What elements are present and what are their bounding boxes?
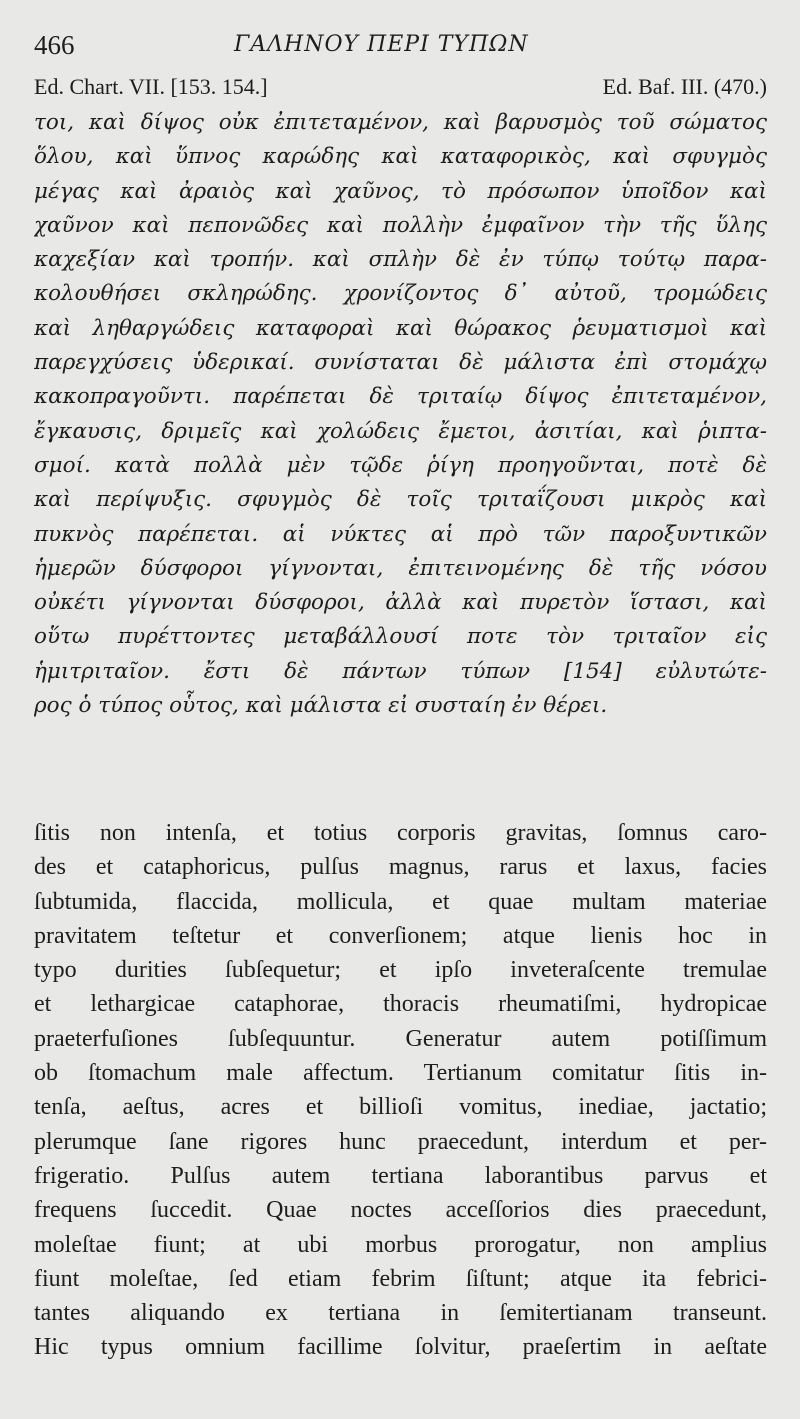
latin-line: frigeratio. Pulſus autem tertiana laborantibus parvus et bbox=[34, 1162, 767, 1189]
greek-line: ἡμερῶν δύσφοροι γίγνονται, ἐπιτεινομένης δὲ τῆς νόσου bbox=[34, 555, 767, 581]
greek-line: τοι, καὶ δίψος οὐκ ἐπιτεταμένον, καὶ βαρυσμὸς τοῦ σώματος bbox=[34, 110, 767, 135]
greek-line: καχεξίαν καὶ τροπήν. καὶ σπλὴν δὲ ἐν τύπῳ τούτῳ παρα- bbox=[34, 247, 767, 273]
latin-line: des et cataphoricus, pulſus magnus, rarus et laxus, facies bbox=[34, 854, 767, 881]
latin-line: pravitatem teſtetur et converſionem; atque lienis hoc in bbox=[34, 922, 767, 949]
greek-line: πυκνὸς παρέπεται. αἱ νύκτες αἱ πρὸ τῶν παροξυντικῶν bbox=[34, 521, 767, 547]
latin-line: fiunt moleſtae, ſed etiam febrim ſiſtunt; atque ita febrici- bbox=[34, 1265, 767, 1292]
greek-line: ὅλου, καὶ ὕπνος καρώδης καὶ καταφορικὸς, καὶ σφυγμὸς bbox=[34, 144, 767, 170]
greek-line: ἡμιτριταῖον. ἔστι δὲ πάντων τύπων [154] εὐλυτώτε- bbox=[34, 658, 767, 684]
page-header bbox=[34, 30, 770, 66]
greek-line: οὐκέτι γίγνονται δύσφοροι, ἀλλὰ καὶ πυρετὸν ἵστασι, καὶ bbox=[34, 590, 767, 616]
greek-line: μέγας καὶ ἀραιὸς καὶ χαῦνος, τὸ πρόσωπον ὑποῖδον καὶ bbox=[34, 178, 767, 204]
edition-basel-reference: Ed. Baf. III. (470.) bbox=[602, 74, 767, 99]
latin-line: frequens ſuccedit. Quae noctes acceſſorios dies praecedunt, bbox=[34, 1197, 767, 1224]
greek-line: χαῦνον καὶ πεπονῶδες καὶ πολλὴν ἐμφαῖνον τὴν τῆς ὕλης bbox=[34, 212, 767, 238]
latin-text-block bbox=[34, 816, 767, 1365]
greek-line: οὕτω πυρέττοντες μεταβάλλουσί ποτε τὸν τριταῖον εἰς bbox=[34, 624, 767, 650]
latin-line: ſitis non intenſa, et totius corporis gravitas, ſomnus caro- bbox=[34, 820, 767, 846]
latin-line: moleſtae fiunt; at ubi morbus prorogatur, non amplius bbox=[34, 1231, 767, 1258]
greek-line: ρος ὁ τύπος οὗτος, καὶ μάλιστα εἰ συσταίη ἐν θέρει. bbox=[34, 693, 608, 719]
latin-line: praeterfuſiones ſubſequuntur. Generatur autem potiſſimum bbox=[34, 1025, 767, 1052]
greek-line: κακοπραγοῦντι. παρέπεται δὲ τριταίῳ δίψος ἐπιτεταμένον, bbox=[34, 384, 767, 410]
latin-line: Hic typus omnium facillime ſolvitur, praeſertim in aeſtate bbox=[34, 1334, 767, 1361]
edition-chartier-reference: Ed. Chart. VII. [153. 154.] bbox=[34, 74, 268, 99]
greek-text-block bbox=[34, 106, 767, 723]
latin-line: tantes aliquando ex tertiana in ſemitertianam transeunt. bbox=[34, 1300, 767, 1327]
latin-line: typo durities ſubſequetur; et ipſo inveteraſcente tremulae bbox=[34, 957, 767, 984]
page-number: 466 bbox=[34, 30, 75, 60]
latin-line: tenſa, aeſtus, acres et billioſi vomitus, inediae, jactatio; bbox=[34, 1094, 767, 1121]
latin-line: ſubtumida, flaccida, mollicula, et quae multam materiae bbox=[34, 888, 767, 915]
greek-line: σμοί. κατὰ πολλὰ μὲν τῷδε ῥίγη προηγοῦνται, ποτὲ δὲ bbox=[34, 452, 767, 478]
greek-line: καὶ περίψυξις. σφυγμὸς δὲ τοῖς τριταΐζουσι μικρὸς καὶ bbox=[34, 487, 767, 513]
greek-line: παρεγχύσεις ὑδερικαί. συνίσταται δὲ μάλιστα ἐπὶ στομάχῳ bbox=[34, 350, 767, 376]
latin-line: ob ſtomachum male affectum. Tertianum comitatur ſitis in- bbox=[34, 1060, 767, 1087]
running-title: ΓΑΛΗΝΟΥ ΠΕΡΙ ΤΥΠΩΝ bbox=[234, 32, 529, 57]
edition-references bbox=[34, 74, 767, 104]
greek-line: ἔγκαυσις, δριμεῖς καὶ χολώδεις ἔμετοι, ἀσιτίαι, καὶ ῥιπτα- bbox=[34, 418, 767, 444]
latin-line: et lethargicae cataphorae, thoracis rheumatiſmi, hydropicae bbox=[34, 991, 767, 1018]
greek-line: κολουθήσει σκληρώδης. χρονίζοντος δ᾽ αὐτοῦ, τρομώδεις bbox=[34, 281, 767, 307]
greek-line: καὶ ληθαργώδεις καταφοραὶ καὶ θώρακος ῥευματισμοὶ καὶ bbox=[34, 315, 767, 341]
latin-line: plerumque ſane rigores hunc praecedunt, interdum et per- bbox=[34, 1128, 767, 1155]
